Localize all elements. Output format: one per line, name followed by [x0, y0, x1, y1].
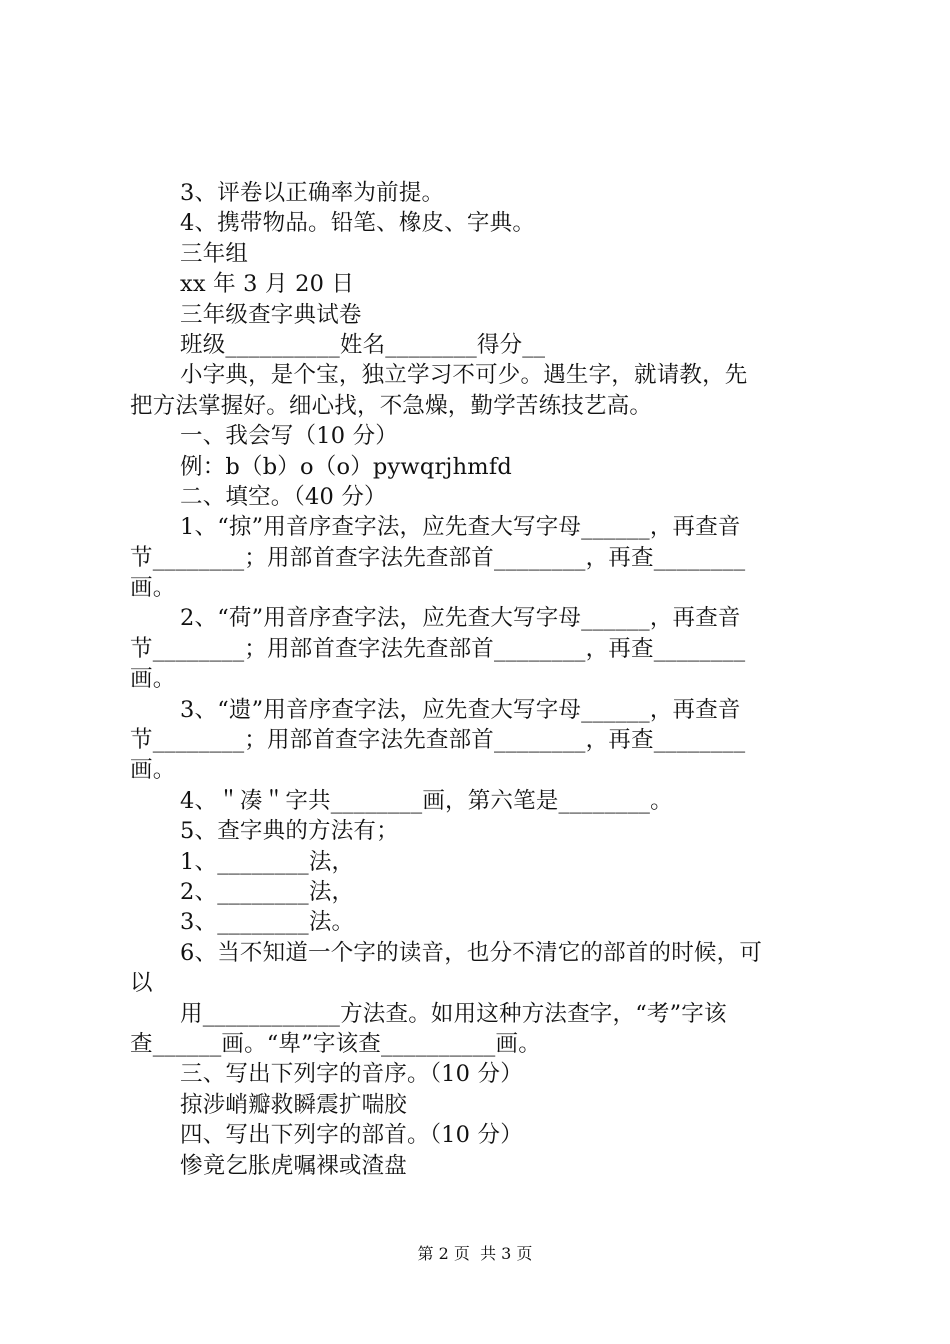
- text-line: 节________；用部首查字法先查部首________，再查________: [130, 727, 746, 754]
- text-line: 三年组: [180, 240, 249, 267]
- text-line: 5、查字典的方法有；: [180, 818, 399, 845]
- text-line: 节________；用部首查字法先查部首________，再查________: [130, 635, 746, 662]
- text-line: 4、＂凑＂字共________画，第六笔是________。: [180, 787, 673, 814]
- text-line: 一、我会写（10 分）: [180, 423, 398, 450]
- text-line: 把方法掌握好。细心找，不急燥，勤学苦练技艺高。: [130, 392, 653, 419]
- text-line: 三、写出下列字的音序。（10 分）: [180, 1061, 523, 1088]
- text-line: 3、“遗”用音序查字法，应先查大写字母______，再查音: [180, 696, 741, 723]
- text-line: 用____________方法查。如用这种方法查字，“考”字该: [180, 1000, 727, 1027]
- text-line: 4、携带物品。铅笔、橡皮、字典。: [180, 210, 536, 237]
- text-line: 2、“荷”用音序查字法，应先查大写字母______，再查音: [180, 605, 741, 632]
- text-line: 3、评卷以正确率为前提。: [180, 180, 445, 206]
- page-footer: 第 2 页 共 3 页: [417, 1244, 533, 1263]
- text-line: xx 年 3 月 20 日: [180, 271, 355, 298]
- text-line: 画。: [130, 575, 176, 602]
- text-line: 节________；用部首查字法先查部首________，再查________: [130, 544, 746, 571]
- text-line: 小字典，是个宝，独立学习不可少。遇生字，就请教，先: [180, 362, 748, 389]
- text-line: 以: [130, 970, 153, 997]
- text-line: 惨竟乞胀虎嘱裸或渣盘: [180, 1152, 408, 1179]
- text-line: 查______画。“卑”字该查__________画。: [130, 1030, 541, 1057]
- text-line: 2、________法，: [180, 878, 355, 905]
- text-line: 画。: [130, 757, 176, 784]
- text-line: 四、写出下列字的部首。（10 分）: [180, 1122, 523, 1149]
- text-line: 1、“掠”用音序查字法，应先查大写字母______，再查音: [180, 514, 741, 541]
- text-line: 6、当不知道一个字的读音，也分不清它的部首的时候，可: [180, 939, 763, 966]
- text-line: 例：b（b）o（o）pywqrjhmfd: [180, 453, 512, 480]
- text-line: 三年级查字典试卷: [180, 301, 362, 328]
- text-line: 画。: [130, 666, 176, 693]
- document-body: [130, 178, 835, 1181]
- text-line: 掠涉峭瓣救瞬震扩喘胶: [180, 1091, 408, 1118]
- text-line: 二、填空。（40 分）: [180, 483, 387, 510]
- text-line: 3、________法。: [180, 909, 355, 936]
- text-line: 班级__________姓名________得分__: [180, 331, 546, 358]
- text-line: 1、________法，: [180, 848, 355, 875]
